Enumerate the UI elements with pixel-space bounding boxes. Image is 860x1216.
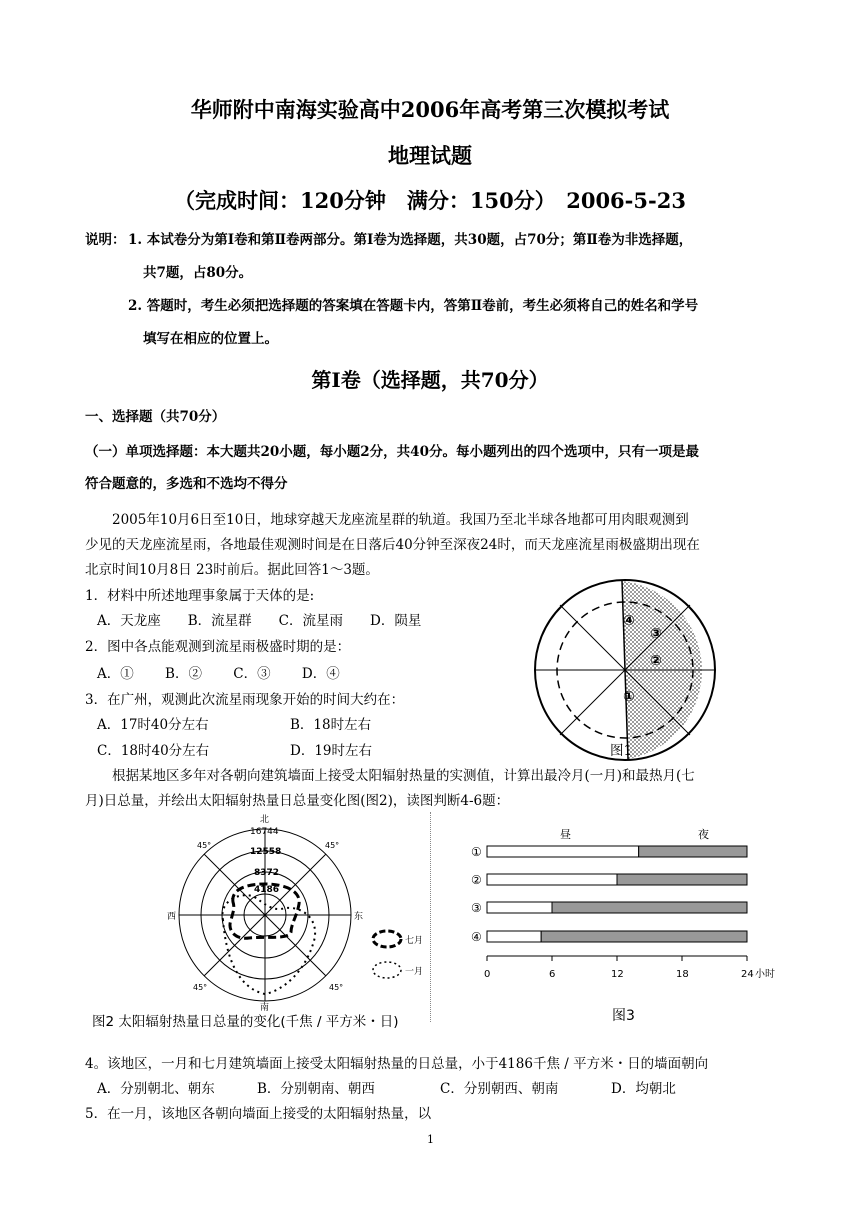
tick-label-24: 24 [741, 969, 754, 980]
tick-label-12: 12 [611, 969, 624, 980]
time-unit: 小时 [755, 969, 775, 980]
question-2-options: A．① B．② C．③ D．④ [97, 666, 340, 682]
legend-july-label: 七月 [405, 936, 424, 946]
passage1-line1: 2005年10月6日至10日，地球穿越天龙座流星群的轨道。我国乃至北半球各地都可用肉眼观测到 [112, 512, 689, 528]
subject-title: 地理试题 [388, 143, 472, 168]
ring-label-16744: 16744 [250, 827, 279, 837]
exam-title: 华师附中南海实验高中2006年高考第三次模拟考试 [190, 97, 670, 122]
figure3-chart [470, 822, 800, 1012]
question-3-option-c: C．18时40分左右 [97, 743, 210, 759]
ring-label-12558: 12558 [250, 847, 282, 857]
night-bar-1 [639, 846, 747, 857]
row-label-2: ② [471, 873, 482, 887]
angle-label-ne: 45° [325, 841, 340, 850]
question-5: 5．在一月，该地区各朝向墙面上接受的太阳辐射热量，以 [85, 1106, 432, 1122]
label-south: 南 [260, 1003, 270, 1012]
tick-label-0: 0 [484, 969, 491, 980]
figure-divider [430, 812, 431, 1022]
question-3-option-d: D．19时左右 [290, 743, 373, 759]
part1-heading: 第Ⅰ卷（选择题，共70分） [311, 368, 549, 392]
ring-label-4186: 4186 [254, 885, 280, 895]
ring-label-8372: 8372 [254, 868, 280, 878]
label-east: 东 [354, 912, 364, 922]
question-3: 3．在广州，观测此次流星雨现象开始的时间大约在： [85, 692, 405, 708]
question-4-option-d: D．均朝北 [611, 1081, 676, 1097]
marker-4: ④ [623, 613, 635, 629]
figure1-caption: 图1 [610, 743, 633, 759]
angle-label-se: 45° [329, 983, 344, 992]
question-4-option-b: B．分别朝南、朝西 [257, 1081, 375, 1097]
passage2-line2: 月)日总量，并绘出太阳辐射热量日总量变化图(图2)，读图判断4-6题： [85, 793, 510, 809]
marker-1: ① [623, 689, 635, 705]
instructions-label: 说明： [85, 232, 126, 248]
page-number: 1 [427, 1133, 434, 1146]
figure2-caption: 图2 太阳辐射热量日总量的变化(千焦 / 平方米・日) [92, 1014, 399, 1030]
day-label: 昼 [560, 828, 571, 841]
day-bar-3 [487, 902, 552, 913]
question-4: 4。该地区，一月和七月建筑墙面上接受太阳辐射热量的日总量，小于4186千焦 / 平方米・日的墙面朝向 [85, 1056, 709, 1072]
day-bar-1 [487, 846, 639, 857]
angle-label-sw: 45° [193, 983, 208, 992]
row-label-1: ① [471, 845, 482, 859]
question-1-options: A．天龙座 B．流星群 C．流星雨 D．陨星 [97, 613, 422, 629]
tick-label-6: 6 [549, 969, 556, 980]
day-bar-2 [487, 874, 617, 885]
question-1: 1．材料中所述地理事象属于天体的是: [85, 588, 315, 604]
figure1-diagram [530, 575, 720, 765]
instruction-1-line1: 1. 本试卷分为第Ⅰ卷和第Ⅱ卷两部分。第Ⅰ卷为选择题，共30题，占70分；第Ⅱ卷为非选择题， [128, 232, 693, 248]
question-3-option-b: B．18时左右 [290, 717, 372, 733]
row-label-3: ③ [471, 901, 482, 915]
row-label-4: ④ [471, 930, 482, 944]
question-2: 2．图中各点能观测到流星雨极盛时期的是： [85, 639, 351, 655]
day-bar-4 [487, 931, 541, 942]
night-label: 夜 [698, 828, 709, 841]
section-heading: 一、选择题（共70分） [85, 409, 226, 425]
question-3-option-a: A．17时40分左右 [97, 717, 209, 733]
label-north: 北 [260, 815, 270, 825]
legend-jan-label: 一月 [405, 967, 424, 977]
legend-july-swatch [373, 931, 401, 947]
figure2-diagram [165, 812, 435, 1012]
legend-jan-swatch [373, 962, 401, 978]
question-4-option-c: C．分别朝西、朝南 [440, 1081, 559, 1097]
passage2-line1: 根据某地区多年对各朝向建筑墙面上接受太阳辐射热量的实测值，计算出最冷月(一月)和最热月(七 [112, 768, 695, 784]
passage1-line2: 少见的天龙座流星雨，各地最佳观测时间是在日落后40分钟至深夜24时，而天龙座流星雨极盛期出现在 [85, 537, 700, 553]
exam-info: （完成时间：120分钟 满分：150分） 2006-5-23 [174, 188, 686, 213]
marker-3: ③ [650, 626, 662, 642]
instruction-2-line1: 2. 答题时，考生必须把选择题的答案填在答题卡内，答第Ⅱ卷前，考生必须将自己的姓名和学号 [128, 298, 699, 314]
subsection-line2: 符合题意的，多选和不选均不得分 [85, 476, 288, 492]
subsection-line1: （一）单项选择题：本大题共20小题，每小题2分，共40分。每小题列出的四个选项中，只有一项是最 [85, 444, 699, 460]
question-4-option-a: A．分别朝北、朝东 [97, 1081, 215, 1097]
night-bar-3 [552, 902, 747, 913]
meridian-nw [560, 605, 625, 670]
figure3-caption: 图3 [612, 1008, 635, 1024]
instruction-1-line2: 共7题，占80分。 [143, 265, 253, 281]
angle-label-nw: 45° [197, 841, 212, 850]
meridian-sw [560, 670, 625, 735]
instruction-2-line2: 填写在相应的位置上。 [143, 331, 278, 347]
night-bar-4 [541, 931, 747, 942]
night-bar-2 [617, 874, 747, 885]
label-west: 西 [167, 912, 177, 922]
passage1-line3: 北京时间10月8日 23时前后。据此回答1～3题。 [85, 562, 379, 578]
marker-2: ② [650, 653, 662, 669]
tick-label-18: 18 [676, 969, 689, 980]
